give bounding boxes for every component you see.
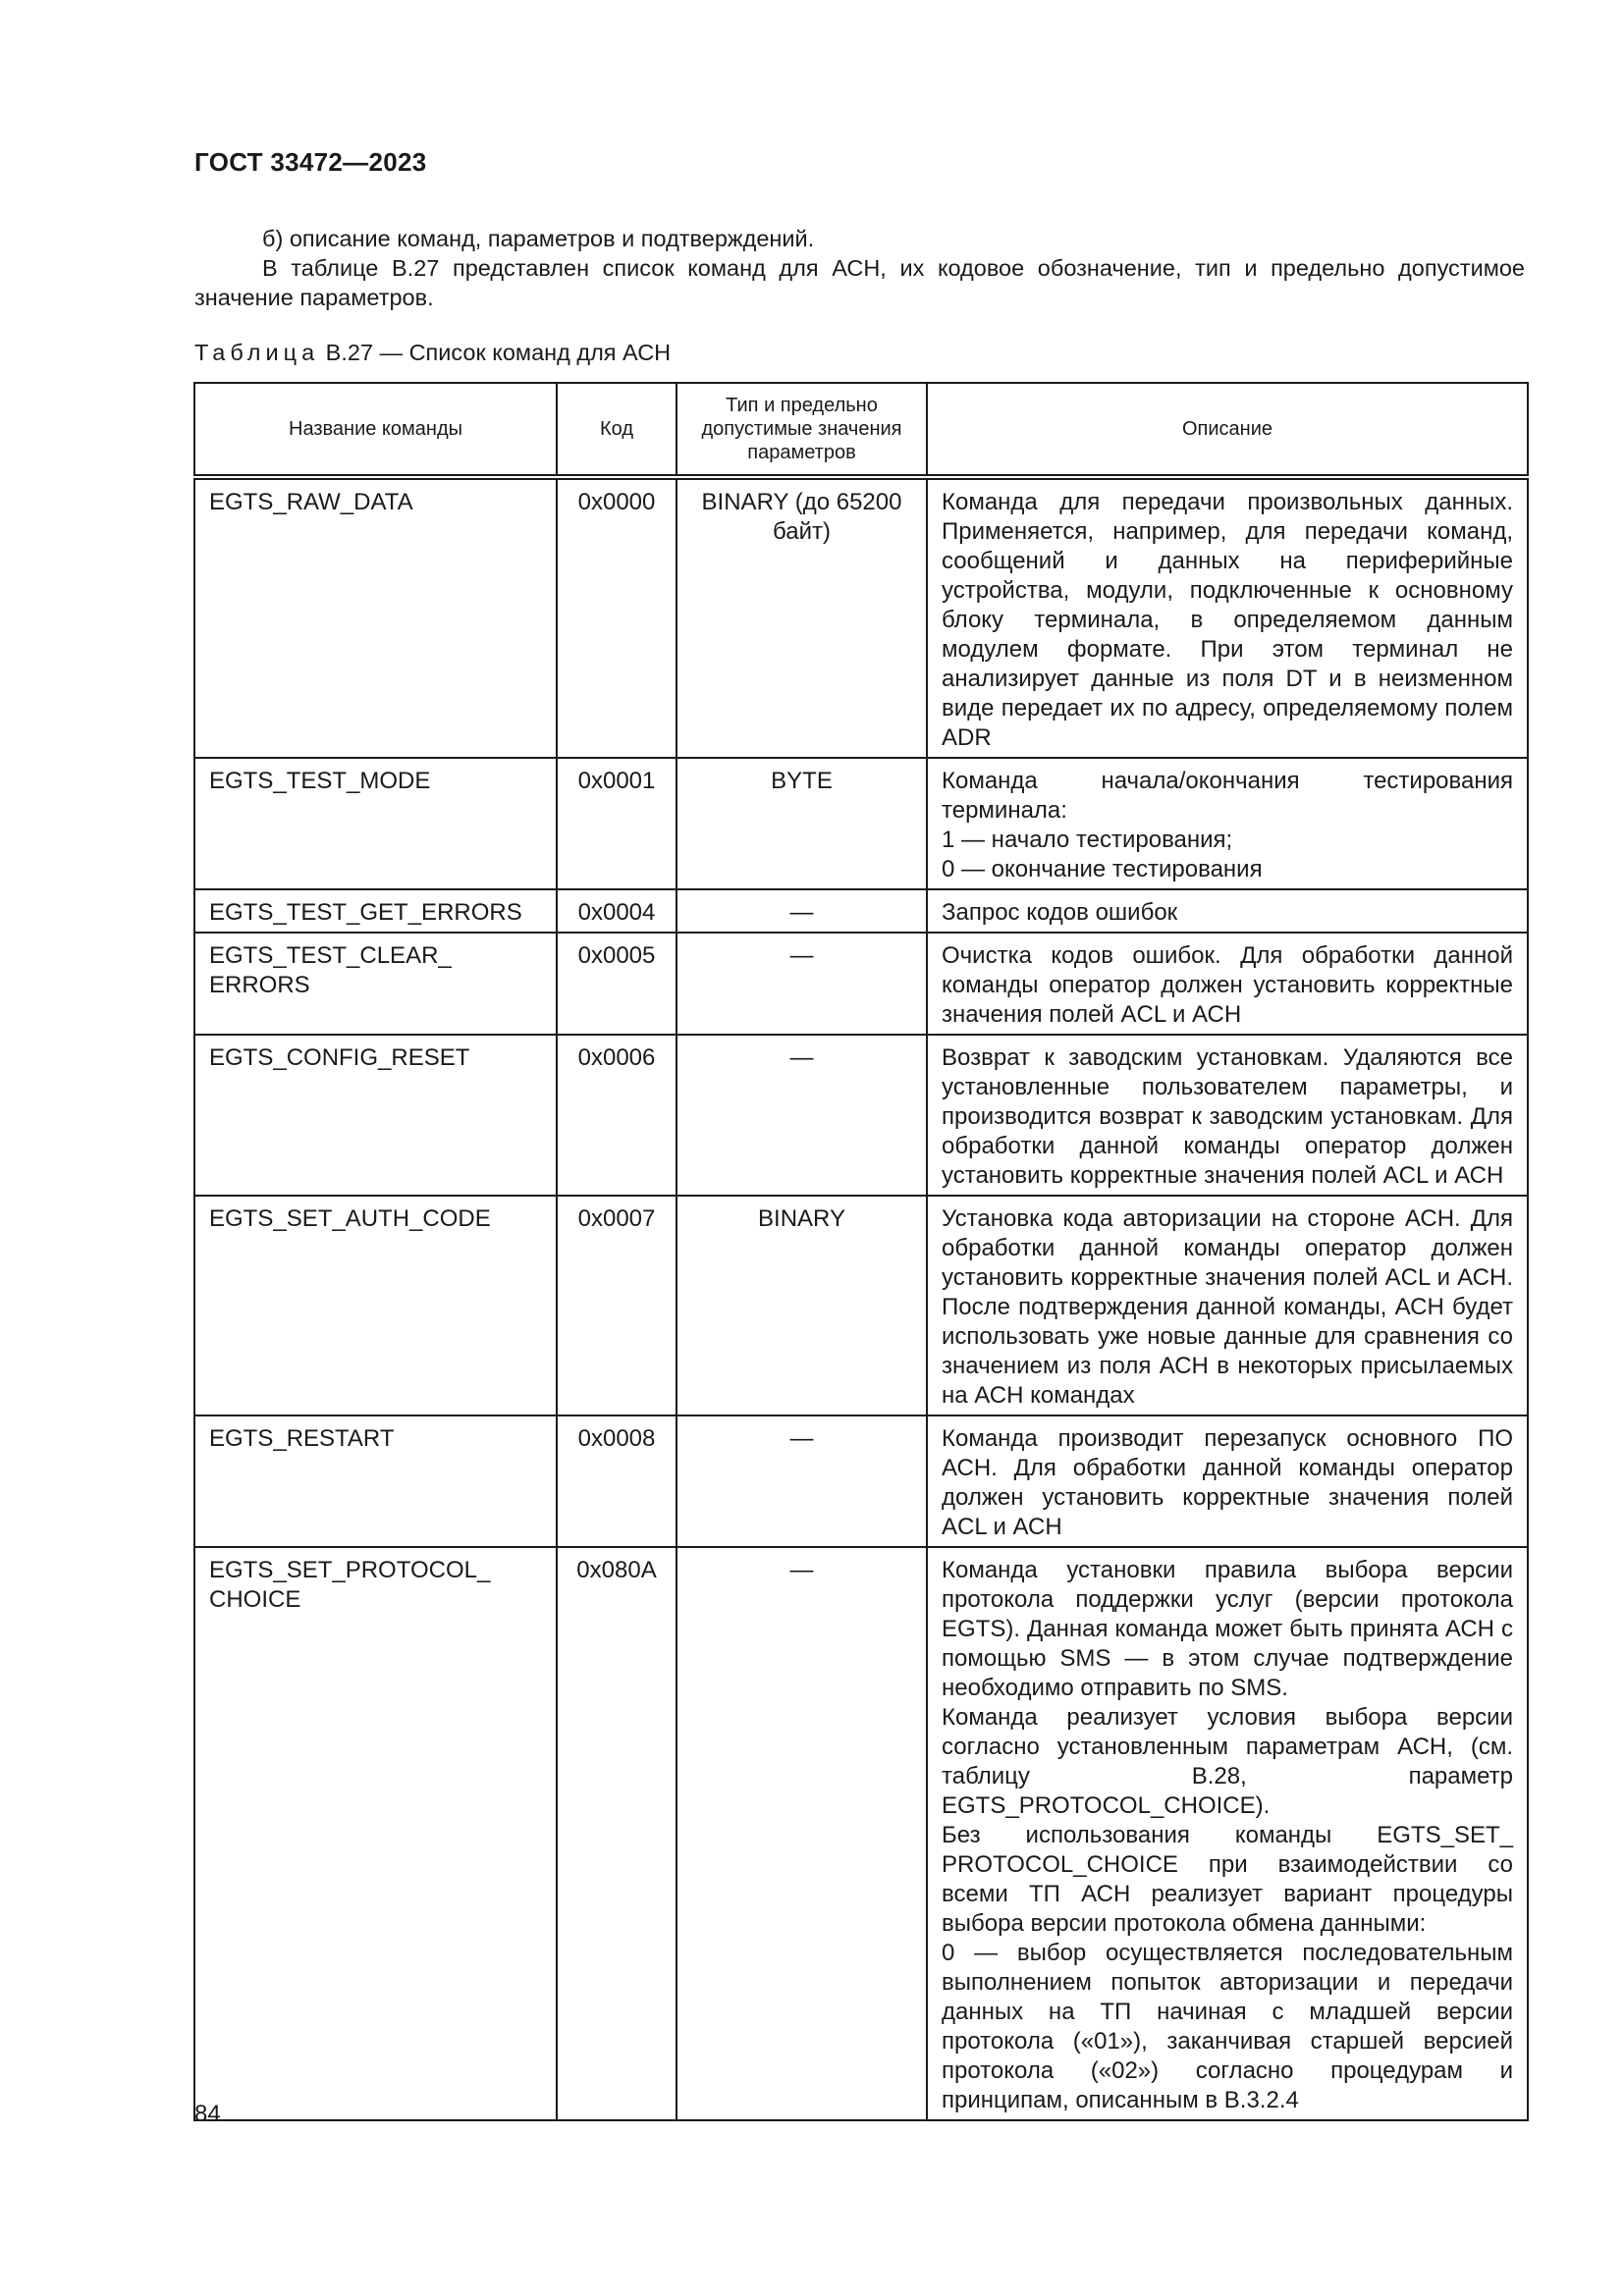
table-row — [194, 1196, 1528, 1415]
document-header: ГОСТ 33472—2023 — [194, 147, 427, 177]
command-description: Возврат к заводским установкам. Удаляются все установленные пользователем параметры, и производится возврат к заводским установкам. Для обработки данной команды оператор должен установить корректные значения полей ACL и АСН — [927, 1035, 1528, 1196]
command-description: Команда установки правила выбора версии протокола поддержки услуг (версии протокола EGTS). Данная команда может быть принята АСН с помощью SMS — в этом случае подтверждение необходимо отправить по SMS. Команда реализует условия выбора версии согласно установленным параметрам АСН, (см. таблицу В.28, параметр EGTS_PROTOCOL_CHOICE). Без использования команды EGTS_SET_ PROTOCOL_CHOICE при взаимодействии со всеми ТП АСН реализует вариант процедуры выбора версии протокола обмена данными: 0 — выбор осуществляется последовательным выполнением попыток авторизации и передачи данных на ТП начиная с младшей версии протокола («01»), заканчивая старшей версией протокола («02») согласно процедурам и принципам, описанным в В.3.2.4 — [927, 1547, 1528, 2120]
intro-line-1: б) описание команд, параметров и подтверждений. — [262, 226, 815, 251]
command-name: EGTS_RESTART — [194, 1415, 557, 1547]
table-row — [194, 933, 1528, 1035]
command-description: Команда для передачи произвольных данных. Применяется, например, для передачи команд, сообщений и данных на периферийные устройства, модули, подключенные к основному блоку терминала, в определяемом данным модулем формате. При этом терминал не анализирует данные из поля DT и в неизменном виде передает их по адресу, определяемому полем ADR — [927, 477, 1528, 758]
table-row — [194, 1415, 1528, 1547]
table-header-row — [194, 383, 1528, 477]
command-name: EGTS_CONFIG_RESET — [194, 1035, 557, 1196]
command-code: 0x0000 — [557, 477, 677, 758]
command-description: Установка кода авторизации на стороне АСН. Для обработки данной команды оператор должен установить корректные значения полей ACL и АСН. После подтверждения данной команды, АСН будет использовать уже новые данные для сравнения со значением из поля АСН в некоторых присылаемых на АСН командах — [927, 1196, 1528, 1415]
command-name: EGTS_TEST_GET_ERRORS — [194, 889, 557, 933]
command-param-type: BINARY — [677, 1196, 927, 1415]
header-code: Код — [557, 383, 677, 477]
command-param-type: — — [677, 933, 927, 1035]
header-param-type: Тип и предельно допустимые значения параметров — [677, 383, 927, 477]
table-row — [194, 1547, 1528, 2120]
command-param-type: — — [677, 1547, 927, 2120]
intro-line-2: В таблице В.27 представлен список команд для АСН, их кодовое обозначение, тип и предельно допустимое значение параметров. — [194, 255, 1525, 310]
table-caption-text: В.27 — Список команд для АСН — [319, 340, 672, 365]
command-param-type: BINARY (до 65200 байт) — [677, 477, 927, 758]
command-code: 0x0007 — [557, 1196, 677, 1415]
table-row — [194, 758, 1528, 889]
table-caption-label: Таблица — [194, 340, 320, 365]
command-name: EGTS_SET_AUTH_CODE — [194, 1196, 557, 1415]
command-description: Команда начала/окончания тестирования терминала: 1 — начало тестирования; 0 — окончание тестирования — [927, 758, 1528, 889]
command-name: EGTS_SET_PROTOCOL_ CHOICE — [194, 1547, 557, 2120]
command-code: 0x0008 — [557, 1415, 677, 1547]
command-param-type: — — [677, 1415, 927, 1547]
command-description: Запрос кодов ошибок — [927, 889, 1528, 933]
header-command-name: Название команды — [194, 383, 557, 477]
table-row — [194, 477, 1528, 758]
intro-text — [194, 224, 1525, 312]
command-code: 0x0006 — [557, 1035, 677, 1196]
command-param-type: BYTE — [677, 758, 927, 889]
commands-table — [193, 382, 1529, 2121]
command-param-type: — — [677, 1035, 927, 1196]
table-caption — [194, 340, 671, 366]
header-description: Описание — [927, 383, 1528, 477]
table-row — [194, 889, 1528, 933]
command-name: EGTS_TEST_MODE — [194, 758, 557, 889]
command-code: 0x0001 — [557, 758, 677, 889]
command-param-type: — — [677, 889, 927, 933]
command-description: Команда производит перезапуск основного ПО АСН. Для обработки данной команды оператор должен установить корректные значения полей ACL и АСН — [927, 1415, 1528, 1547]
table-row — [194, 1035, 1528, 1196]
command-description: Очистка кодов ошибок. Для обработки данной команды оператор должен установить корректные значения полей ACL и АСН — [927, 933, 1528, 1035]
command-code: 0x0004 — [557, 889, 677, 933]
command-code: 0x080A — [557, 1547, 677, 2120]
page-number: 84 — [194, 2101, 221, 2127]
command-name: EGTS_TEST_CLEAR_ ERRORS — [194, 933, 557, 1035]
command-code: 0x0005 — [557, 933, 677, 1035]
command-name: EGTS_RAW_DATA — [194, 477, 557, 758]
